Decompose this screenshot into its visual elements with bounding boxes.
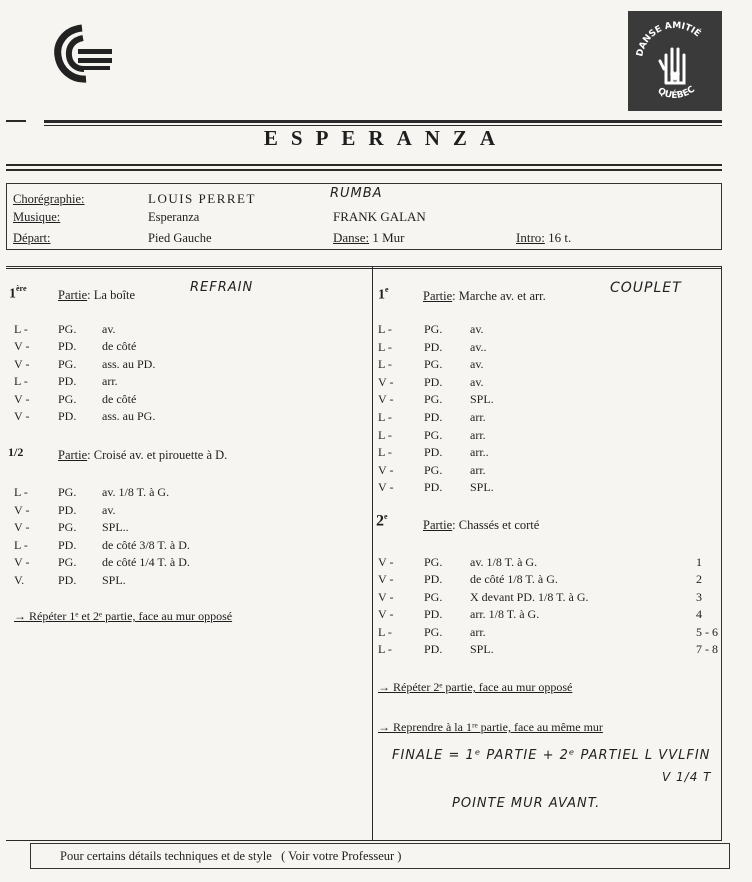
depart-label: Départ: xyxy=(13,231,51,245)
step-count: 1 xyxy=(696,555,702,569)
step-move: av. xyxy=(470,322,484,336)
step-foot: PG. xyxy=(58,391,77,406)
right-part2-title xyxy=(423,518,539,533)
step-timing: L - xyxy=(378,427,392,442)
right-reprendre-note: → Reprendre à la 1ʳᵉ partie, face au même mur xyxy=(378,720,603,734)
step-foot: PG. xyxy=(424,462,443,477)
part-label: Partie xyxy=(58,448,88,462)
step-foot: PG. xyxy=(58,555,77,570)
music-value: Esperanza xyxy=(148,210,200,224)
choreographer-label: Chorégraphie: xyxy=(13,192,85,206)
step-foot: PD. xyxy=(424,445,443,460)
step-timing: L - xyxy=(378,445,392,460)
step-move: ass. au PG. xyxy=(102,409,156,423)
right-repeat-note: → Répéter 2ᵉ partie, face au mur opposé xyxy=(378,680,573,694)
step-foot: PG. xyxy=(58,356,77,371)
step-timing: V - xyxy=(14,520,30,535)
step-foot: PD. xyxy=(424,642,443,656)
part-number: 1 xyxy=(9,286,16,302)
step-foot: PD. xyxy=(58,537,77,552)
step-move: av. xyxy=(102,502,116,517)
step-foot: PD. xyxy=(424,410,443,424)
step-move: av. xyxy=(470,374,484,389)
part-label: Partie xyxy=(58,288,88,302)
step-timing: L - xyxy=(378,357,392,372)
footer-note: Pour certains détails techniques et de style ( Voir votre Professeur ) xyxy=(60,849,402,863)
step-move: arr. xyxy=(102,374,118,389)
step-timing: V - xyxy=(14,502,30,517)
artist-value: FRANK GALAN xyxy=(333,209,426,224)
step-timing: V - xyxy=(378,392,394,407)
step-count: 5 - 6 xyxy=(696,624,718,639)
step-timing: V - xyxy=(14,409,30,423)
step-foot: PD. xyxy=(58,502,77,517)
intro-label: Intro: xyxy=(516,230,545,245)
step-timing: L - xyxy=(14,322,28,336)
step-timing: L - xyxy=(378,322,392,336)
danse-label: Danse: xyxy=(333,230,370,245)
part-number: 1 xyxy=(378,287,385,303)
intro-value: 16 t. xyxy=(548,230,572,245)
step-foot: PD. xyxy=(424,572,443,587)
part-title: : Croisé av. et pirouette à D. xyxy=(87,448,228,462)
right-part1-header xyxy=(378,285,389,303)
step-count: 2 xyxy=(696,572,702,587)
step-move: de côté 1/4 T. à D. xyxy=(102,555,190,570)
hand-heart-icon xyxy=(628,11,722,111)
step-timing: V - xyxy=(14,339,30,354)
step-foot: PG. xyxy=(424,427,443,442)
step-move: SPL.. xyxy=(102,520,129,535)
step-move: av. 1/8 T. à G. xyxy=(470,555,538,569)
step-move: SPL. xyxy=(470,480,494,495)
step-move: arr.. xyxy=(470,445,489,460)
finale-handwritten-line3: POINTE MUR AVANT. xyxy=(452,796,601,811)
step-foot: PG. xyxy=(58,520,77,535)
left-part2-title xyxy=(58,448,227,463)
step-move: arr. xyxy=(470,427,486,442)
step-foot: PG. xyxy=(58,485,77,499)
step-foot: PG. xyxy=(424,555,443,569)
svg-text:QUÉBEC: QUÉBEC xyxy=(655,84,698,101)
intro-field xyxy=(516,230,571,246)
step-move: X devant PD. 1/8 T. à G. xyxy=(470,589,589,604)
stylized-c-logo-icon xyxy=(50,22,120,86)
step-move: arr. 1/8 T. à G. xyxy=(470,607,540,622)
left-part2-header xyxy=(8,443,23,461)
part-title: : Chassés et corté xyxy=(452,518,540,532)
step-move: de côté xyxy=(102,391,137,406)
step-count: 7 - 8 xyxy=(696,642,718,656)
step-move: arr. xyxy=(470,624,486,639)
step-foot: PD. xyxy=(58,573,77,587)
step-move: SPL. xyxy=(470,392,494,407)
step-foot: PD. xyxy=(58,409,77,423)
step-move: av. xyxy=(470,357,484,372)
finale-handwritten-line1: FINALE = 1ᵉ PARTIE + 2ᵉ PARTIEL L VVLFIN xyxy=(392,748,711,763)
step-timing: L - xyxy=(14,485,28,499)
depart-value: Pied Gauche xyxy=(148,231,212,245)
step-move: de côté xyxy=(102,339,137,354)
step-foot: PD. xyxy=(58,339,77,354)
step-move: av. xyxy=(102,322,116,336)
choreographer-value: LOUIS PERRET xyxy=(148,191,256,206)
step-foot: PD. xyxy=(58,374,77,389)
page-title: ESPERANZA xyxy=(263,126,509,150)
step-timing: V - xyxy=(378,480,394,495)
couplet-handwritten: COUPLET xyxy=(610,280,682,296)
part-sup: ère xyxy=(16,284,27,293)
step-timing: V - xyxy=(378,589,394,604)
step-timing: V - xyxy=(14,391,30,406)
left-repeat-note: → Répéter 1ᵉ et 2ᵉ partie, face au mur opposé xyxy=(14,609,233,623)
part-title: : Marche av. et arr. xyxy=(452,289,546,303)
part-label: Partie xyxy=(423,289,453,303)
step-timing: L - xyxy=(378,410,392,424)
step-count: 3 xyxy=(696,589,702,604)
right-part2-header xyxy=(376,512,388,530)
step-move: av. 1/8 T. à G. xyxy=(102,485,170,499)
step-timing: L - xyxy=(14,537,28,552)
step-foot: PD. xyxy=(424,374,443,389)
rhythm-handwritten: RUMBA xyxy=(330,186,383,201)
step-foot: PD. xyxy=(424,339,443,354)
part-number: 2 xyxy=(376,512,384,530)
svg-text:DANSE AMITIÉ: DANSE AMITIÉ xyxy=(635,20,703,58)
step-move: ass. au PD. xyxy=(102,356,156,371)
step-timing: V - xyxy=(378,462,394,477)
step-foot: PG. xyxy=(424,624,443,639)
finale-handwritten-line2: V 1/4 T xyxy=(662,770,712,784)
step-move: SPL. xyxy=(470,642,494,656)
step-timing: V - xyxy=(378,607,394,622)
step-timing: V - xyxy=(378,374,394,389)
step-move: SPL. xyxy=(102,573,126,587)
step-foot: PG. xyxy=(58,322,77,336)
part-title: : La boîte xyxy=(87,288,136,302)
step-foot: PG. xyxy=(424,357,443,372)
step-move: de côté 3/8 T. à D. xyxy=(102,537,190,552)
step-foot: PG. xyxy=(424,392,443,407)
refrain-handwritten: REFRAIN xyxy=(190,280,254,295)
danse-amitie-logo xyxy=(628,11,722,111)
step-timing: V - xyxy=(14,356,30,371)
step-move: arr. xyxy=(470,410,486,424)
step-timing: L - xyxy=(378,642,392,656)
step-timing: L - xyxy=(378,624,392,639)
step-count: 4 xyxy=(696,607,702,622)
part-sup: e xyxy=(384,512,388,521)
step-foot: PD. xyxy=(424,607,443,622)
right-part1-title xyxy=(423,289,546,304)
part-number: 1/2 xyxy=(8,445,24,459)
part-sup: e xyxy=(385,285,389,294)
music-label: Musique: xyxy=(13,210,61,224)
step-move: av.. xyxy=(470,339,487,354)
step-timing: V - xyxy=(378,555,394,569)
left-part1-title xyxy=(58,288,135,303)
step-move: arr. xyxy=(470,462,486,477)
step-move: de côté 1/8 T. à G. xyxy=(470,572,558,587)
step-foot: PG. xyxy=(424,322,443,336)
left-part1-header xyxy=(9,284,27,302)
part-label: Partie xyxy=(423,518,453,532)
step-timing: V - xyxy=(378,572,394,587)
step-foot: PD. xyxy=(424,480,443,495)
step-timing: V. xyxy=(14,573,25,587)
step-timing: L - xyxy=(14,374,28,389)
step-foot: PG. xyxy=(424,589,443,604)
step-timing: V - xyxy=(14,555,30,570)
danse-value: 1 Mur xyxy=(372,230,405,245)
column-divider xyxy=(372,266,373,840)
step-timing: L - xyxy=(378,339,392,354)
danse-field xyxy=(333,230,405,246)
